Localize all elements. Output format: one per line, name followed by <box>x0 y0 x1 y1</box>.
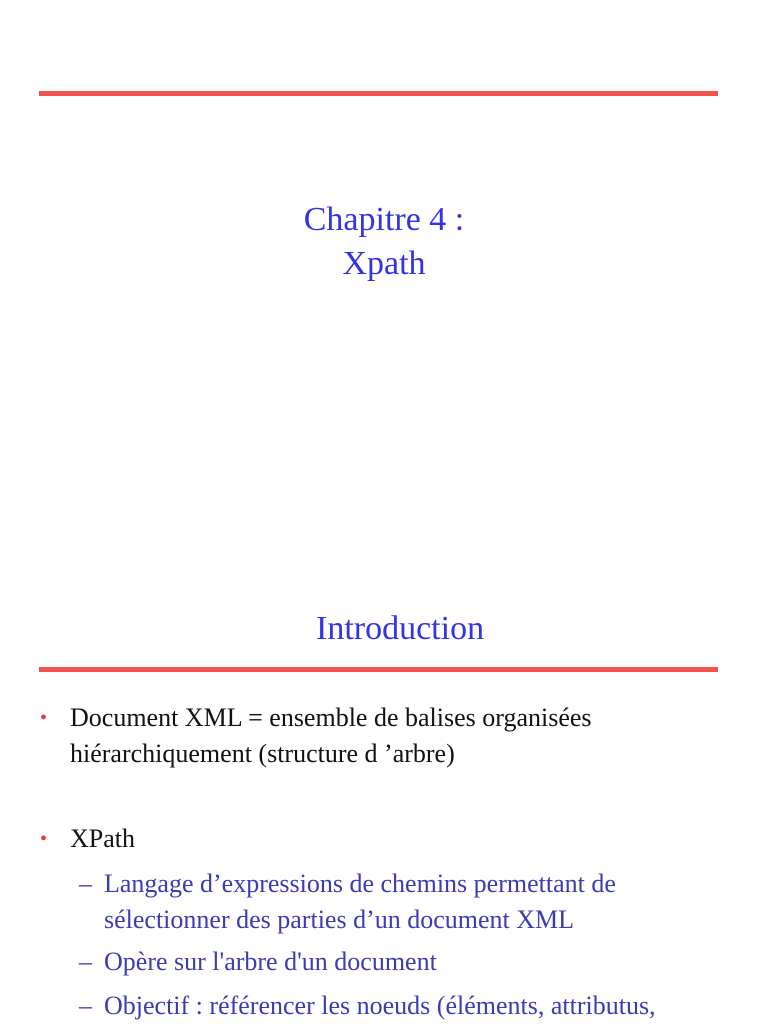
sub-item-2-line-1: Opère sur l'arbre d'un document <box>104 947 437 976</box>
bullet-2-line-1: XPath <box>70 824 135 853</box>
section-title: Introduction <box>316 610 485 647</box>
bullet-1-line-1: Document XML = ensemble de balises organisées <box>70 703 592 732</box>
sub-bullet-marker: – <box>79 947 92 976</box>
chapter-title-line-2: Xpath <box>342 245 426 282</box>
bullet-marker: • <box>40 828 48 850</box>
sub-bullet-marker: – <box>79 869 92 898</box>
bullet-1-line-2: hiérarchiquement (structure d ’arbre) <box>70 739 455 768</box>
chapter-title-line-1: Chapitre 4 : <box>303 201 465 238</box>
sub-bullet-marker: – <box>79 991 92 1020</box>
sub-item-1-line-2: sélectionner des parties d’un document XML <box>104 905 575 934</box>
bullet-marker: • <box>40 707 48 729</box>
sub-item-3-line-1: Objectif : référencer les noeuds (éléments, attributus, <box>104 991 656 1020</box>
sub-item-1-line-1: Langage d’expressions de chemins permettant de <box>104 869 616 898</box>
